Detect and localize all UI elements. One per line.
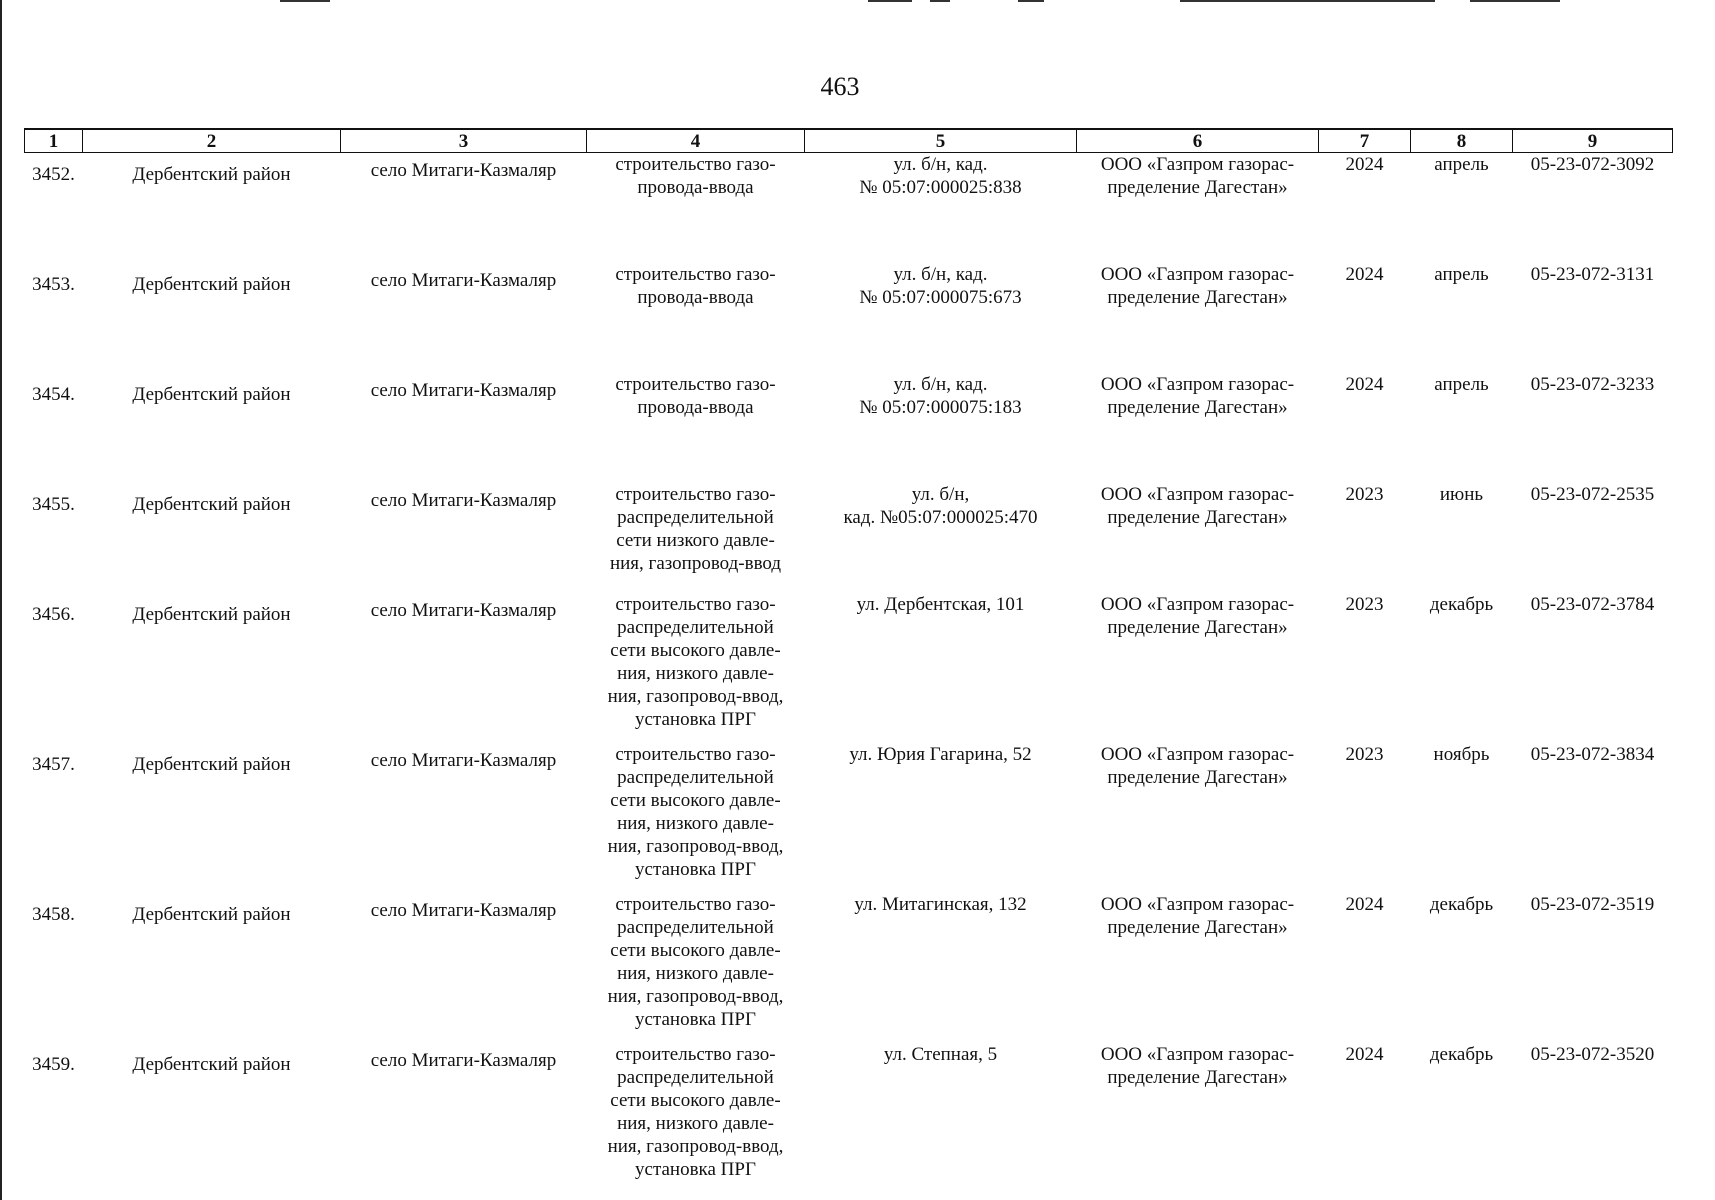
village-cell: село Митаги-Казмаляр (370, 900, 557, 921)
row-number: 3457. (32, 754, 75, 775)
year-cell: 2023 (1345, 594, 1384, 615)
row-number: 3454. (32, 384, 75, 405)
registry-table-wrapper (24, 128, 1672, 1193)
row-number: 3455. (32, 494, 75, 515)
district-cell: Дербентский район (132, 494, 291, 515)
work-cell: строительство газо- распределительной сети высокого давле- ния, низкого давле- ния, газопровод-ввод, установка ПРГ (607, 1044, 784, 1180)
code-cell: 05-23-072-3092 (1530, 154, 1655, 175)
scan-mark (930, 0, 950, 2)
row-number: 3453. (32, 274, 75, 295)
code-cell: 05-23-072-3834 (1530, 744, 1655, 765)
village-cell: село Митаги-Казмаляр (370, 490, 557, 511)
work-cell: строительство газо- распределительной сети низкого давле- ния, газопровод-ввод (609, 484, 782, 574)
month-cell: апрель (1434, 154, 1489, 175)
scan-edge-line (0, 0, 2, 1200)
address-cell: ул. б/н, кад. №05:07:000025:470 (843, 484, 1038, 528)
work-cell: строительство газо- распределительной сети высокого давле- ния, низкого давле- ния, газопровод-ввод, установка ПРГ (607, 894, 784, 1030)
month-cell: ноябрь (1433, 744, 1490, 765)
district-cell: Дербентский район (132, 754, 291, 775)
district-cell: Дербентский район (132, 164, 291, 185)
village-cell: село Митаги-Казмаляр (370, 270, 557, 291)
year-cell: 2024 (1345, 154, 1384, 175)
table-row (25, 1043, 1673, 1193)
address-cell: ул. б/н, кад. № 05:07:000025:838 (859, 154, 1022, 198)
column-header: 6 (1077, 129, 1319, 153)
code-cell: 05-23-072-3519 (1530, 894, 1655, 915)
organization-cell: ООО «Газпром газорас- пределение Дагестан» (1100, 264, 1295, 308)
column-header: 8 (1411, 129, 1513, 153)
scan-mark (1018, 0, 1044, 2)
organization-cell: ООО «Газпром газорас- пределение Дагестан» (1100, 594, 1295, 638)
column-header: 4 (587, 129, 805, 153)
row-number: 3456. (32, 604, 75, 625)
table-row (25, 153, 1673, 264)
village-cell: село Митаги-Казмаляр (370, 750, 557, 771)
scan-mark (1180, 0, 1435, 2)
year-cell: 2024 (1345, 264, 1384, 285)
year-cell: 2024 (1345, 894, 1384, 915)
code-cell: 05-23-072-2535 (1530, 484, 1655, 505)
work-cell: строительство газо- провода-ввода (615, 374, 776, 418)
scan-mark (1470, 0, 1560, 2)
address-cell: ул. б/н, кад. № 05:07:000075:673 (859, 264, 1022, 308)
year-cell: 2024 (1345, 374, 1384, 395)
row-number: 3459. (32, 1054, 75, 1075)
column-header: 9 (1513, 129, 1673, 153)
row-number: 3458. (32, 904, 75, 925)
district-cell: Дербентский район (132, 604, 291, 625)
organization-cell: ООО «Газпром газорас- пределение Дагестан» (1100, 1044, 1295, 1088)
month-cell: декабрь (1429, 894, 1494, 915)
column-header: 5 (805, 129, 1077, 153)
column-header: 1 (25, 129, 83, 153)
scan-mark (280, 0, 330, 2)
address-cell: ул. Юрия Гагарина, 52 (849, 744, 1032, 765)
organization-cell: ООО «Газпром газорас- пределение Дагестан» (1100, 894, 1295, 938)
district-cell: Дербентский район (132, 274, 291, 295)
village-cell: село Митаги-Казмаляр (370, 380, 557, 401)
scan-mark (868, 0, 912, 2)
work-cell: строительство газо- провода-ввода (615, 154, 776, 198)
organization-cell: ООО «Газпром газорас- пределение Дагестан» (1100, 154, 1295, 198)
year-cell: 2023 (1345, 484, 1384, 505)
table-row (25, 593, 1673, 743)
organization-cell: ООО «Газпром газорас- пределение Дагестан» (1100, 374, 1295, 418)
address-cell: ул. б/н, кад. № 05:07:000075:183 (859, 374, 1022, 418)
month-cell: июнь (1439, 484, 1484, 505)
code-cell: 05-23-072-3131 (1530, 264, 1655, 285)
table-row (25, 373, 1673, 483)
column-number-header (25, 129, 1673, 153)
column-header: 2 (83, 129, 341, 153)
work-cell: строительство газо- распределительной сети высокого давле- ния, низкого давле- ния, газопровод-ввод, установка ПРГ (607, 744, 784, 880)
table-row (25, 263, 1673, 373)
page-number: 463 (820, 72, 860, 101)
year-cell: 2023 (1345, 744, 1384, 765)
table-row (25, 483, 1673, 593)
code-cell: 05-23-072-3233 (1530, 374, 1655, 395)
month-cell: апрель (1434, 264, 1489, 285)
work-cell: строительство газо- провода-ввода (615, 264, 776, 308)
month-cell: декабрь (1429, 594, 1494, 615)
month-cell: декабрь (1429, 1044, 1494, 1065)
table-row (25, 743, 1673, 893)
address-cell: ул. Дербентская, 101 (856, 594, 1025, 615)
table-row (25, 893, 1673, 1043)
village-cell: село Митаги-Казмаляр (370, 160, 557, 181)
address-cell: ул. Митагинская, 132 (854, 894, 1027, 915)
organization-cell: ООО «Газпром газорас- пределение Дагестан» (1100, 744, 1295, 788)
column-header: 7 (1319, 129, 1411, 153)
year-cell: 2024 (1345, 1044, 1384, 1065)
organization-cell: ООО «Газпром газорас- пределение Дагестан» (1100, 484, 1295, 528)
code-cell: 05-23-072-3520 (1530, 1044, 1655, 1065)
work-cell: строительство газо- распределительной сети высокого давле- ния, низкого давле- ния, газопровод-ввод, установка ПРГ (607, 594, 784, 730)
district-cell: Дербентский район (132, 1054, 291, 1075)
month-cell: апрель (1434, 374, 1489, 395)
district-cell: Дербентский район (132, 904, 291, 925)
village-cell: село Митаги-Казмаляр (370, 1050, 557, 1071)
district-cell: Дербентский район (132, 384, 291, 405)
address-cell: ул. Степная, 5 (883, 1044, 998, 1065)
column-header: 3 (341, 129, 587, 153)
row-number: 3452. (32, 164, 75, 185)
registry-table (24, 128, 1673, 1193)
code-cell: 05-23-072-3784 (1530, 594, 1655, 615)
village-cell: село Митаги-Казмаляр (370, 600, 557, 621)
